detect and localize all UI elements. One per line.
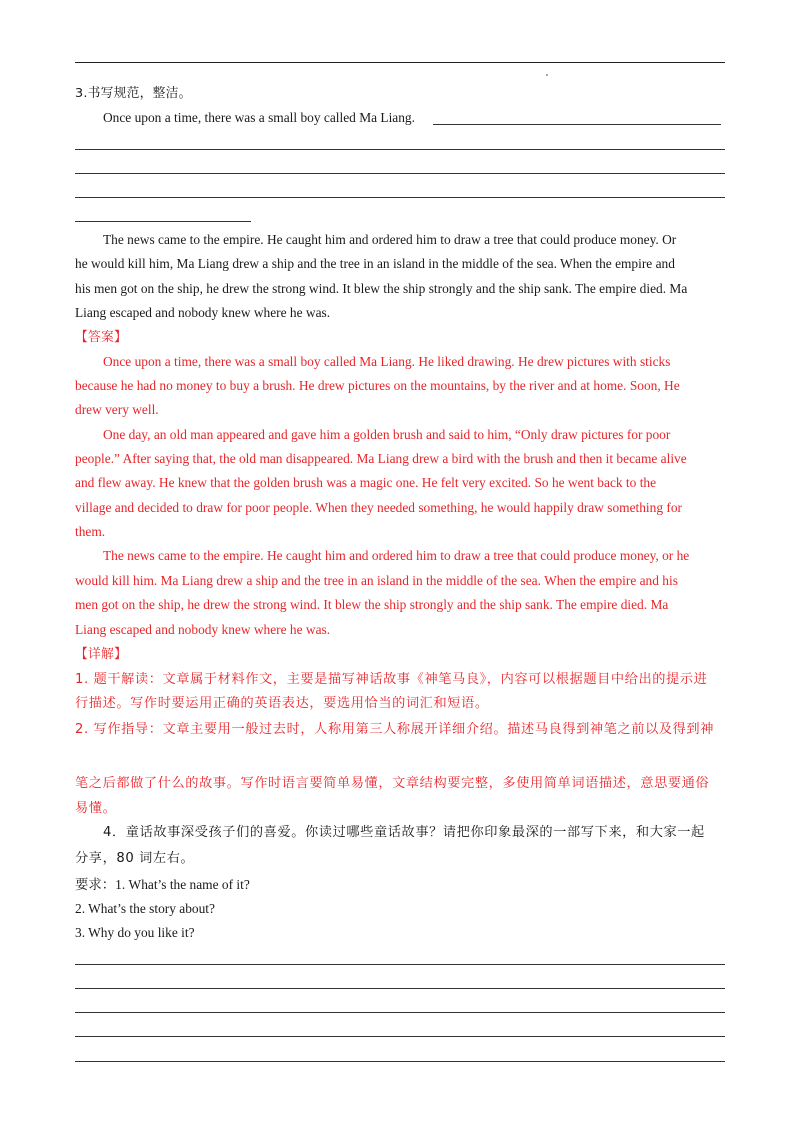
answer-line-blank-2[interactable] <box>75 988 725 989</box>
answer-line-8: them. <box>75 524 106 539</box>
answer-line-12: Liang escaped and nobody knew where he was. <box>75 622 331 637</box>
q4-prompt-line-2: 分享，80 词左右。 <box>75 851 195 866</box>
given-line-4: Liang escaped and nobody knew where he was. <box>75 305 331 320</box>
writing-line-3[interactable] <box>75 197 725 198</box>
q4-requirement-1: 要求：1. What’s the name of it? <box>75 877 250 892</box>
writing-line-1[interactable] <box>75 149 725 150</box>
q4-requirement-2: 2. What’s the story about? <box>75 901 215 916</box>
header-rule <box>75 62 725 63</box>
answer-line-1: Once upon a time, there was a small boy called Ma Liang. He liked drawing. He drew pictures with sticks <box>103 354 671 369</box>
explanation-line-4: 笔之后都做了什么的故事。写作时语言要简单易懂，文章结构要完整，多使用简单词语描述，意思要通俗 <box>75 776 710 791</box>
answer-line-blank-3[interactable] <box>75 1012 725 1013</box>
explanation-line-3: 2. 写作指导：文章主要用一般过去时，人称用第三人称展开详细介绍。描述马良得到神笔之前以及得到神 <box>75 722 715 737</box>
given-line-3: his men got on the ship, he drew the strong wind. It blew the ship strongly and the ship sank. The empire died. Ma <box>75 281 688 296</box>
explanation-line-2: 行描述。写作时要运用正确的英语表达，要选用恰当的词汇和短语。 <box>75 696 489 711</box>
answer-heading: 【答案】 <box>75 330 127 345</box>
explanation-line-1: 1. 题干解读：文章属于材料作文，主要是描写神话故事《神笔马良》，内容可以根据题目中给出的提示进 <box>75 672 708 687</box>
explanation-heading: 【详解】 <box>75 647 127 662</box>
writing-line-4[interactable] <box>75 221 251 222</box>
answer-line-6: and flew away. He knew that the golden brush was a magic one. He felt very excited. So he went back to the <box>75 475 657 490</box>
answer-line-9: The news came to the empire. He caught him and ordered him to draw a tree that could produce money, or he <box>103 548 690 563</box>
answer-line-4: One day, an old man appeared and gave him a golden brush and said to him, “Only draw pictures for poor <box>103 427 671 442</box>
writing-blank-inline[interactable] <box>433 124 721 125</box>
q3-opening-sentence: Once upon a time, there was a small boy called Ma Liang. <box>103 110 415 125</box>
q4-prompt-line-1: 4．童话故事深受孩子们的喜爱。你读过哪些童话故事？请把你印象最深的一部写下来，和大家一起 <box>103 825 705 840</box>
given-line-2: he would kill him, Ma Liang drew a ship and the tree in an island in the middle of the sea. When the empire and <box>75 256 675 271</box>
answer-line-7: village and decided to draw for poor people. When they needed something, he would happily draw something for <box>75 500 682 515</box>
explanation-line-5: 易懂。 <box>75 801 117 816</box>
q3-requirement: 3.书写规范，整洁。 <box>75 86 192 101</box>
speck-mark <box>546 74 548 76</box>
answer-line-3: drew very well. <box>75 402 159 417</box>
answer-line-blank-5[interactable] <box>75 1061 725 1062</box>
answer-line-11: men got on the ship, he drew the strong wind. It blew the ship strongly and the ship sank. The empire died. Ma <box>75 597 669 612</box>
writing-line-2[interactable] <box>75 173 725 174</box>
answer-line-2: because he had no money to buy a brush. He drew pictures on the mountains, by the river and at home. Soon, He <box>75 378 680 393</box>
q4-requirement-3: 3. Why do you like it? <box>75 925 195 940</box>
answer-line-blank-1[interactable] <box>75 964 725 965</box>
answer-line-10: would kill him. Ma Liang drew a ship and the tree in an island in the middle of the sea. When the empire and his <box>75 573 678 588</box>
answer-line-blank-4[interactable] <box>75 1036 725 1037</box>
answer-line-5: people.” After saying that, the old man disappeared. Ma Liang drew a bird with the brush and then it became alive <box>75 451 687 466</box>
given-line-1: The news came to the empire. He caught him and ordered him to draw a tree that could produce money. Or <box>103 232 677 247</box>
